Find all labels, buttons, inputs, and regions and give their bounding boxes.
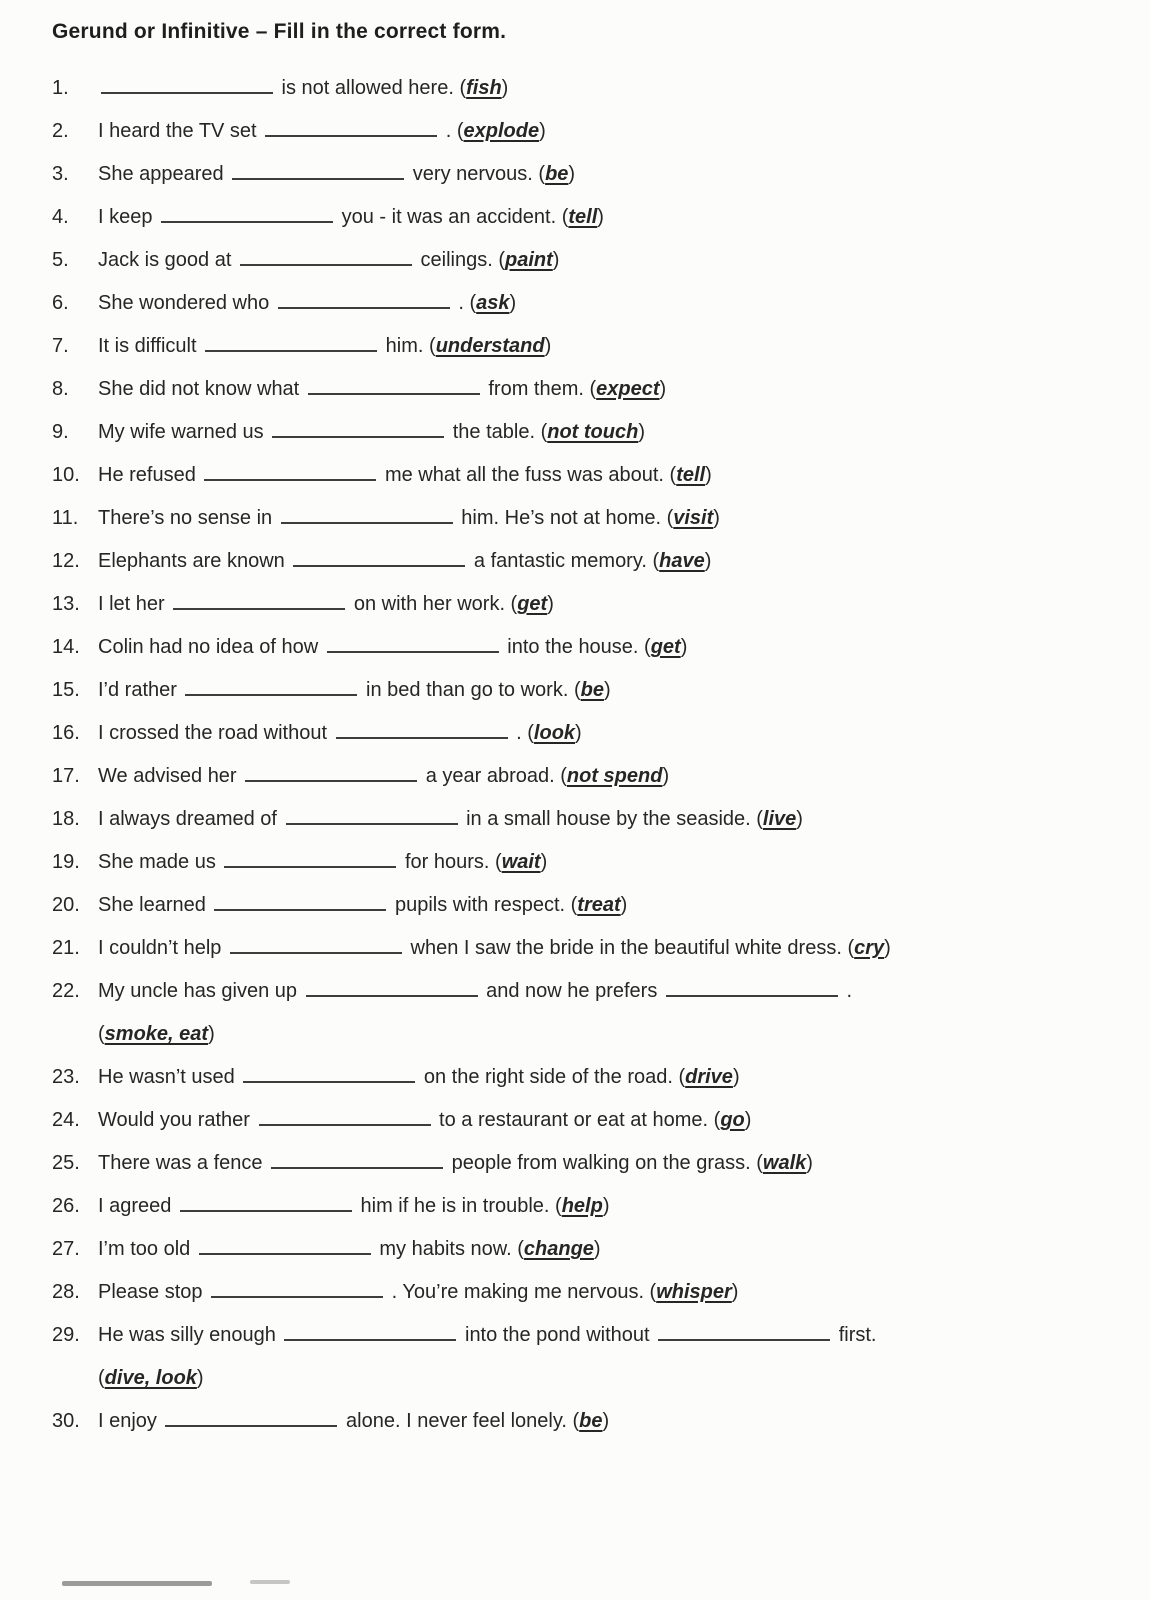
item-content (98, 848, 1116, 876)
item-text: ) (732, 1066, 740, 1088)
exercise-item (52, 633, 1116, 661)
item-text: ) (540, 851, 548, 873)
exercise-item (52, 977, 1116, 1005)
item-text: My wife warned us (98, 421, 270, 443)
answer-blank (286, 809, 458, 825)
item-text: ) (704, 550, 712, 572)
item-content (98, 1235, 1116, 1263)
hint-verb: whisper (656, 1281, 732, 1303)
item-text: on the right side of the road. ( (418, 1066, 686, 1088)
item-text: ) (196, 1367, 204, 1389)
item-number: 13. (52, 593, 80, 615)
item-text: alone. I never feel lonely. ( (340, 1410, 580, 1432)
item-content (98, 160, 1116, 188)
item-text: Colin had no idea of how (98, 636, 324, 658)
hint-verb: drive (685, 1066, 733, 1088)
exercise-item (52, 762, 1116, 790)
item-text: There’s no sense in (98, 507, 278, 529)
answer-blank (281, 508, 453, 524)
exercise-item (52, 332, 1116, 360)
answer-blank (259, 1110, 431, 1126)
item-text: in a small house by the seaside. ( (460, 808, 763, 830)
hint-verb: be (545, 163, 569, 185)
hint-verb: not spend (566, 765, 663, 787)
item-number: 9. (52, 421, 69, 443)
item-content (98, 719, 1116, 747)
item-text: a year abroad. ( (420, 765, 567, 787)
item-text: I’d rather (98, 679, 183, 701)
exercise-item (52, 891, 1116, 919)
item-number: 14. (52, 636, 80, 658)
item-text: ) (539, 120, 546, 142)
item-content (98, 633, 1116, 661)
item-text: ) (501, 77, 509, 99)
item-text: I agreed (98, 1195, 177, 1217)
item-content (98, 1278, 1116, 1306)
item-number: 5. (52, 249, 69, 271)
item-text: ) (680, 636, 688, 658)
item-text: ) (593, 1238, 601, 1260)
item-text: We advised her (98, 765, 243, 787)
item-number: 21. (52, 937, 80, 959)
hint-verb: be (579, 1410, 603, 1432)
exercise-item (52, 1192, 1116, 1220)
item-text: . ( (510, 722, 534, 744)
answer-blank (205, 336, 377, 352)
answer-blank (243, 1067, 415, 1083)
item-text: ) (544, 335, 552, 357)
item-text: I crossed the road without (98, 722, 333, 744)
item-content (98, 461, 1116, 489)
answer-blank (666, 981, 838, 997)
answer-blank (272, 422, 444, 438)
item-text: Would you rather (98, 1109, 256, 1131)
item-number: 23. (52, 1066, 80, 1088)
answer-blank (265, 121, 437, 137)
item-content (98, 1192, 1116, 1220)
item-text: ) (731, 1281, 739, 1303)
hint-verb: get (517, 593, 548, 615)
item-content (98, 1364, 1116, 1392)
item-text: and now he prefers (480, 980, 663, 1002)
item-text: me what all the fuss was about. ( (379, 464, 677, 486)
item-text: . ( (440, 120, 464, 142)
item-text: ) (806, 1152, 813, 1174)
item-text: first. (833, 1324, 877, 1346)
item-content (98, 547, 1116, 575)
hint-verb: dive, look (104, 1367, 197, 1389)
item-number: 1. (52, 77, 69, 99)
item-number: 17. (52, 765, 80, 787)
item-content (98, 762, 1116, 790)
item-text: I let her (98, 593, 171, 615)
item-text: for hours. ( (399, 851, 502, 873)
hint-verb: visit (673, 507, 714, 529)
answer-blank (284, 1325, 456, 1341)
exercise-item (52, 1020, 1116, 1048)
item-text: ) (705, 464, 712, 486)
item-text: She learned (98, 894, 212, 916)
item-content (98, 1321, 1116, 1349)
item-text: She appeared (98, 163, 230, 185)
hint-verb: tell (676, 464, 706, 486)
item-content (98, 504, 1116, 532)
item-content (98, 332, 1116, 360)
item-number: 29. (52, 1324, 80, 1346)
item-content (98, 1020, 1116, 1048)
answer-blank (185, 680, 357, 696)
item-text: I couldn’t help (98, 937, 227, 959)
item-number: 7. (52, 335, 69, 357)
item-number: 10. (52, 464, 80, 486)
item-content (98, 891, 1116, 919)
item-text: . You’re making me nervous. ( (386, 1281, 657, 1303)
answer-blank (204, 465, 376, 481)
item-text: pupils with respect. ( (389, 894, 578, 916)
item-number: 20. (52, 894, 80, 916)
item-number: 4. (52, 206, 69, 228)
item-text: him. He’s not at home. ( (455, 507, 674, 529)
hint-verb: go (720, 1109, 745, 1131)
item-text: ) (597, 206, 604, 228)
worksheet-title: Gerund or Infinitive – Fill in the correct form. (52, 20, 507, 43)
item-number: 2. (52, 120, 69, 142)
item-text: him. ( (380, 335, 436, 357)
hint-verb: wait (501, 851, 541, 873)
exercise-item (52, 719, 1116, 747)
item-text: I keep (98, 206, 159, 228)
hint-verb: paint (505, 249, 553, 271)
answer-blank (101, 78, 273, 94)
hint-verb: tell (568, 206, 598, 228)
exercise-item (52, 1235, 1116, 1263)
item-number: 12. (52, 550, 80, 572)
item-text: ( (98, 1367, 105, 1389)
item-text: ) (568, 163, 576, 185)
item-text: the table. ( (447, 421, 548, 443)
item-text: ) (575, 722, 582, 744)
answer-blank (173, 594, 345, 610)
item-content (98, 375, 1116, 403)
item-number: 28. (52, 1281, 80, 1303)
answer-blank (278, 293, 450, 309)
item-text: She wondered who (98, 292, 275, 314)
item-text: into the pond without (459, 1324, 656, 1346)
scan-artifact (62, 1581, 212, 1586)
item-text: It is difficult (98, 335, 203, 357)
item-text: I enjoy (98, 1410, 163, 1432)
item-text: ) (509, 292, 517, 314)
item-number: 24. (52, 1109, 80, 1131)
item-number: 27. (52, 1238, 80, 1260)
item-text: Jack is good at (98, 249, 237, 271)
item-content (98, 934, 1116, 962)
item-text: I’m too old (98, 1238, 196, 1260)
item-number: 11. (52, 507, 79, 529)
item-text: when I saw the bride in the beautiful white dress. ( (404, 937, 855, 959)
item-content (98, 418, 1116, 446)
answer-blank (658, 1325, 830, 1341)
hint-verb: ask (476, 292, 510, 314)
hint-verb: explode (463, 120, 540, 142)
exercise-item (52, 547, 1116, 575)
item-text: on with her work. ( (348, 593, 518, 615)
item-text: you - it was an accident. ( (336, 206, 569, 228)
exercise-item (52, 203, 1116, 231)
hint-verb: not touch (547, 421, 639, 443)
answer-blank (224, 852, 396, 868)
item-text: ) (547, 593, 554, 615)
hint-verb: have (659, 550, 705, 572)
exercise-item (52, 1063, 1116, 1091)
exercise-item (52, 1321, 1116, 1349)
item-content (98, 74, 1116, 102)
answer-blank (293, 551, 465, 567)
item-content (98, 203, 1116, 231)
item-text: She did not know what (98, 378, 305, 400)
hint-verb: look (533, 722, 576, 744)
answer-blank (211, 1282, 383, 1298)
hint-verb: smoke, eat (104, 1023, 209, 1045)
item-text: ) (602, 1410, 610, 1432)
exercise-item (52, 289, 1116, 317)
item-text: ) (662, 765, 670, 787)
exercise-item (52, 461, 1116, 489)
hint-verb: fish (466, 77, 502, 99)
exercise-list (52, 74, 1116, 1435)
exercise-item (52, 1364, 1116, 1392)
item-text: My uncle has given up (98, 980, 303, 1002)
item-number: 6. (52, 292, 69, 314)
item-number: 19. (52, 851, 80, 873)
item-text: There was a fence (98, 1152, 269, 1174)
exercise-item (52, 676, 1116, 704)
hint-verb: get (650, 636, 681, 658)
item-content (98, 590, 1116, 618)
hint-verb: change (523, 1238, 594, 1260)
item-text: She made us (98, 851, 222, 873)
answer-blank (271, 1153, 443, 1169)
exercise-item (52, 160, 1116, 188)
answer-blank (165, 1411, 337, 1427)
answer-blank (327, 637, 499, 653)
item-text: ) (713, 507, 720, 529)
item-text: ) (620, 894, 628, 916)
item-number: 18. (52, 808, 80, 830)
item-content (98, 117, 1116, 145)
answer-blank (245, 766, 417, 782)
item-text: ) (208, 1023, 215, 1045)
item-text: . ( (452, 292, 477, 314)
hint-verb: walk (762, 1152, 807, 1174)
item-content (98, 676, 1116, 704)
item-text: ) (552, 249, 560, 271)
item-number: 30. (52, 1410, 80, 1432)
hint-verb: help (561, 1195, 603, 1217)
exercise-item (52, 805, 1116, 833)
exercise-item (52, 1106, 1116, 1134)
exercise-item (52, 848, 1116, 876)
item-number: 15. (52, 679, 80, 701)
hint-verb: be (580, 679, 604, 701)
answer-blank (336, 723, 508, 739)
exercise-item (52, 504, 1116, 532)
item-text: him if he is in trouble. ( (354, 1195, 562, 1217)
exercise-item (52, 74, 1116, 102)
hint-verb: live (762, 808, 797, 830)
item-content (98, 1106, 1116, 1134)
answer-blank (199, 1239, 371, 1255)
item-content (98, 1149, 1116, 1177)
exercise-item (52, 1278, 1116, 1306)
exercise-item (52, 590, 1116, 618)
item-text: people from walking on the grass. ( (446, 1152, 763, 1174)
answer-blank (161, 207, 333, 223)
item-text: He wasn’t used (98, 1066, 241, 1088)
item-text: very nervous. ( (407, 163, 546, 185)
item-text: my habits now. ( (373, 1238, 524, 1260)
scan-artifact (250, 1580, 290, 1584)
exercise-item (52, 375, 1116, 403)
item-content (98, 289, 1116, 317)
item-text: in bed than go to work. ( (360, 679, 581, 701)
item-text: ) (884, 937, 891, 959)
hint-verb: understand (435, 335, 545, 357)
item-text: ) (602, 1195, 610, 1217)
exercise-item (52, 1407, 1116, 1435)
hint-verb: treat (577, 894, 621, 916)
item-number: 8. (52, 378, 69, 400)
item-text: to a restaurant or eat at home. ( (433, 1109, 721, 1131)
item-text: ) (744, 1109, 752, 1131)
item-text: Elephants are known (98, 550, 291, 572)
item-text: ( (98, 1023, 105, 1045)
answer-blank (306, 981, 478, 997)
item-text: a fantastic memory. ( (468, 550, 660, 572)
item-content (98, 977, 1116, 1005)
exercise-item (52, 117, 1116, 145)
exercise-item (52, 934, 1116, 962)
answer-blank (214, 895, 386, 911)
item-text: from them. ( (482, 378, 597, 400)
item-text: . (840, 980, 853, 1002)
hint-verb: expect (596, 378, 660, 400)
item-number: 16. (52, 722, 80, 744)
item-content (98, 1407, 1116, 1435)
exercise-item (52, 246, 1116, 274)
item-text: ) (603, 679, 611, 701)
item-text: Please stop (98, 1281, 209, 1303)
item-content (98, 246, 1116, 274)
item-text: is not allowed here. ( (276, 77, 467, 99)
answer-blank (308, 379, 480, 395)
answer-blank (180, 1196, 352, 1212)
item-text: I heard the TV set (98, 120, 263, 142)
item-text: ) (796, 808, 803, 830)
item-number: 3. (52, 163, 69, 185)
item-text: into the house. ( (501, 636, 651, 658)
item-number: 25. (52, 1152, 80, 1174)
answer-blank (232, 164, 404, 180)
item-text: ) (638, 421, 645, 443)
item-text: ceilings. ( (414, 249, 505, 271)
item-text: He refused (98, 464, 202, 486)
hint-verb: cry (854, 937, 885, 959)
answer-blank (240, 250, 412, 266)
item-content (98, 1063, 1116, 1091)
item-text: ) (659, 378, 667, 400)
answer-blank (230, 938, 402, 954)
item-content (98, 805, 1116, 833)
exercise-item (52, 418, 1116, 446)
item-text: I always dreamed of (98, 808, 283, 830)
exercise-item (52, 1149, 1116, 1177)
item-text: He was silly enough (98, 1324, 282, 1346)
item-number: 22. (52, 980, 80, 1002)
item-number: 26. (52, 1195, 80, 1217)
